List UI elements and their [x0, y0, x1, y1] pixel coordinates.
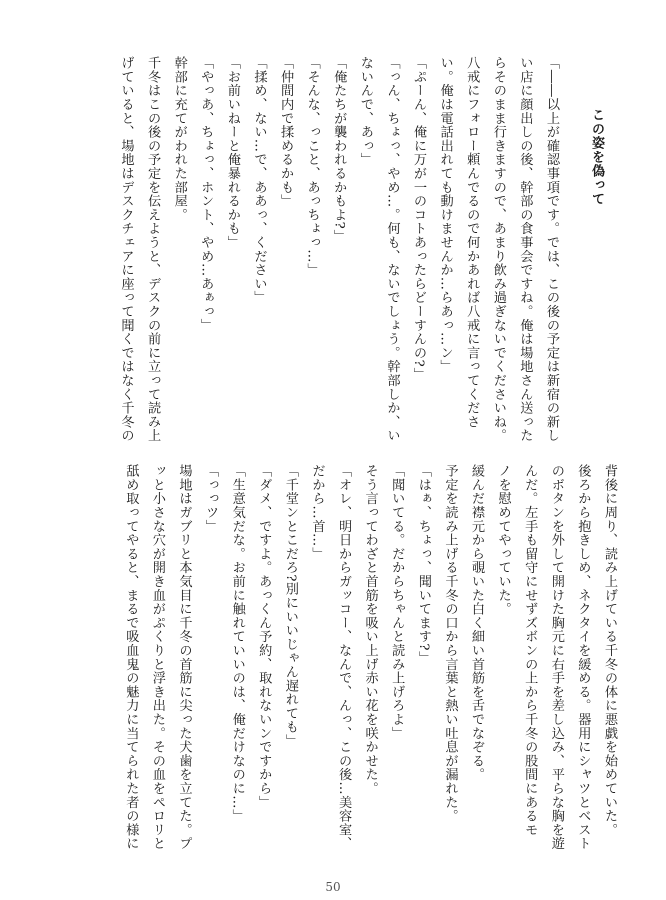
chapter-title: この姿を偽って: [589, 108, 604, 206]
text-column: ないんで、あっ」: [357, 56, 373, 167]
text-column: 「――以上が確認事項です。では、この後の予定は新宿の新し: [544, 56, 559, 443]
text-column: 幹部に充てがわれた部屋。: [171, 56, 187, 222]
text-column: 千冬はこの後の予定を伝えようと、デスクの前に立って読み上: [145, 56, 161, 443]
text-column: そう言ってわざと首筋を吸い上げ赤い花を咲かせた。: [362, 464, 378, 796]
text-column: 「っん、ちょっ、やめ…。何も、ないでしょう。幹部しか、い: [384, 56, 400, 443]
text-column: 「はぁ、ちょっ、聞いてます?」: [415, 464, 431, 665]
text-column: 「ダメ、ですよ。あっくん予約、取れないンですから」: [256, 464, 272, 809]
page-number: 50: [325, 880, 341, 894]
lower-text-block: [117, 464, 622, 864]
upper-text-block: [112, 56, 564, 443]
text-column: 「やっあ、ちょっ、ホント、やめ…あぁっ」: [198, 56, 214, 332]
text-column: ッと小さな穴が開き血がぷくりと浮き出た。その血をペロリと: [149, 464, 165, 851]
text-column: 「そんな、っこと、あっちょっ…」: [304, 56, 320, 277]
text-column: 「ぷーん、俺に万が一のコトあったらどーすんの?」: [411, 56, 427, 382]
text-column: のボタンを外して開けた胸元に右手を差し込み、平らな胸を遊: [548, 464, 564, 851]
text-column: 八戒にフォロー頼んでるので何かあれば八戒に言ってくださ: [464, 56, 480, 429]
text-column: 背後に周り、読み上げている千冬の体に悪戯を始めていた。: [602, 464, 617, 837]
text-column: らそのまま行きますので、あまり飲み過ぎないでくださいね。: [490, 56, 506, 443]
text-column: 「千堂ンとこだろ?別にいいじゃん遅れても」: [282, 464, 298, 748]
text-column: 舐め取ってやると、まるで吸血鬼の魅力に当てられた者の様に: [123, 464, 139, 851]
text-column: 「聞いてる。だからちゃんと読み上げろよ」: [389, 464, 405, 740]
text-column: い店に顔出しの後、幹部の食事会ですね。俺は場地さん送った: [517, 56, 533, 443]
text-column: 「俺たちが襲われるかもよ?」: [331, 56, 347, 244]
text-column: だから…首…」: [309, 464, 325, 561]
text-column: げていると、場地はデスクチェアに座って聞くではなく千冬の: [118, 56, 134, 443]
text-column: 「生意気だな。お前に触れていいのは、俺だけなのに…」: [229, 464, 245, 823]
text-column: 「オレ、明日からガッコー、なんで、んっ、この後…美容室、: [336, 464, 352, 851]
text-column: い。俺は電話出れても動けませんか…らあっ…ン」: [437, 56, 453, 374]
text-column: 「っっツ」: [203, 464, 219, 533]
text-column: ノを慰めてやっていた。: [495, 464, 511, 616]
text-column: 後ろから抱きしめ、ネクタイを緩める。器用にシャツとベスト: [575, 464, 591, 851]
text-column: 「お前いねーと俺暴れるかも」: [224, 56, 240, 250]
text-column: 緩んだ襟元から覗いた白く細い首筋を舌でなぞる。: [469, 464, 485, 782]
text-column: 「揉め、ない…で、ああっ、ください」: [251, 56, 267, 305]
text-column: 「仲間内で揉めるかも」: [278, 56, 294, 208]
text-column: 予定を読み上げる千冬の口から言葉と熱い吐息が漏れた。: [442, 464, 458, 823]
text-column: んだ。左手も留守にせずズボンの上から千冬の股間にあるモ: [522, 464, 538, 837]
text-column: 場地はガブリと本気目に千冬の首筋に尖った犬歯を立てた。プ: [176, 464, 192, 851]
